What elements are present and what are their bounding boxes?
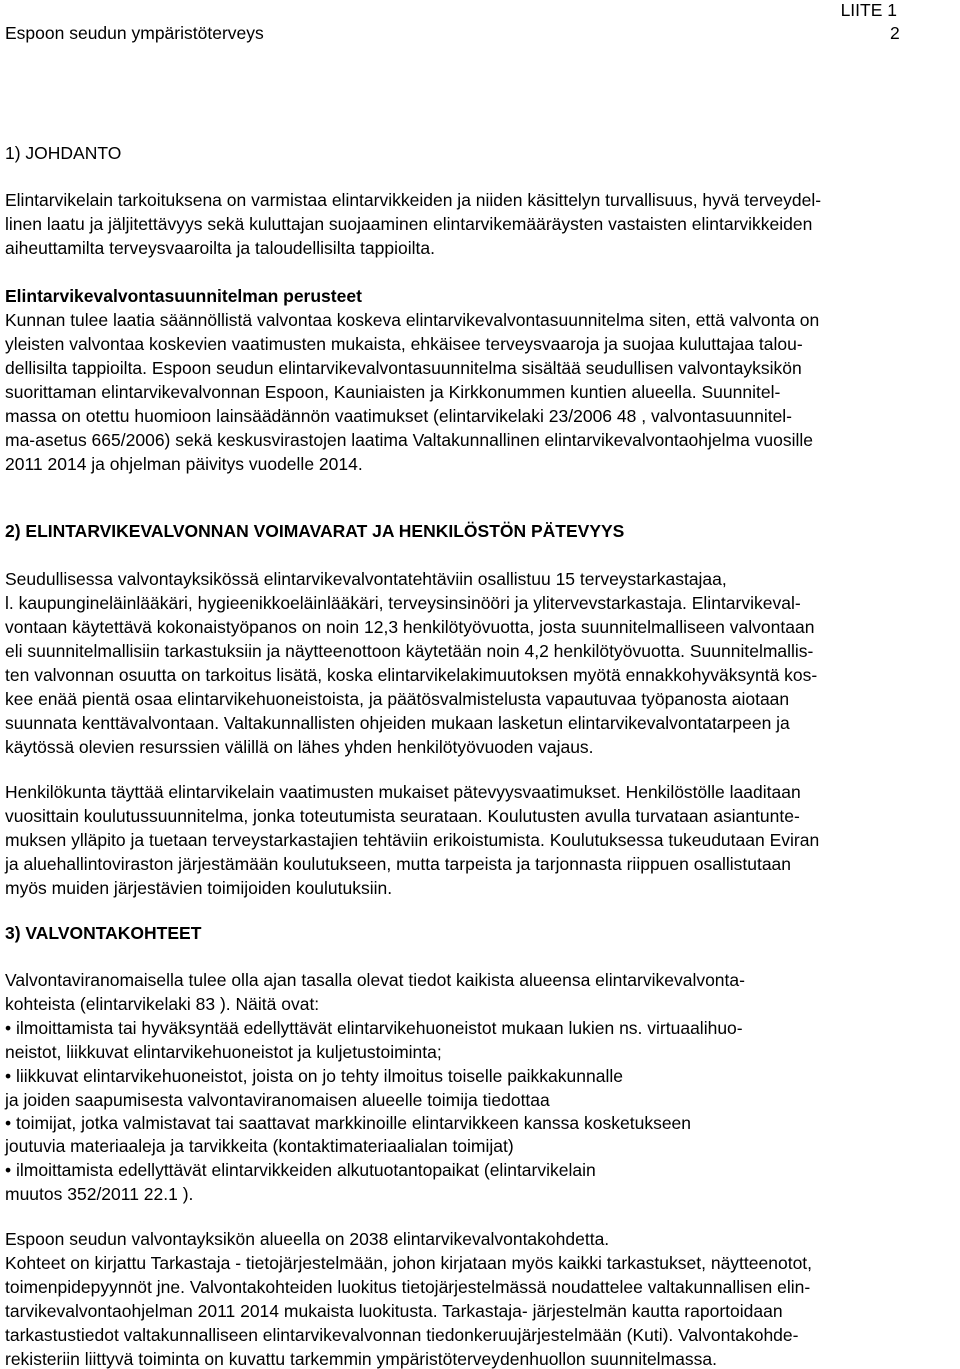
paragraph-line: suorittaman elintarvikevalvonnan Espoon, Kauniaisten ja Kirkkonummen kuntien alueella. Suunnitel- bbox=[5, 382, 781, 402]
paragraph-line: rekisteriin liittyvä toiminta on kuvattu tarkemmin ympäristöterveydenhuollon suunnitelmassa. bbox=[5, 1349, 717, 1369]
paragraph-line: yleisten valvontaa koskevien vaatimusten mukaista, ehkäisee terveysvaaroja ja suojaa kuluttajaa talou- bbox=[5, 334, 803, 354]
paragraph-line: suunnata kenttävalvontaan. Valtakunnallisten ohjeiden mukaan lasketun elintarvikevalvontatarpeen ja bbox=[5, 713, 790, 733]
organization-name: Espoon seudun ympäristöterveys bbox=[5, 23, 264, 43]
paragraph-line: ma-asetus 665/2006) sekä keskusvirastojen laatima Valtakunnallinen elintarvikevalvontaohjelma vuosille bbox=[5, 430, 814, 450]
paragraph-line: tarvikevalvontaohjelman 2011 2014 mukaista luokitusta. Tarkastaja- järjestelmän kautta raportoidaan bbox=[5, 1301, 783, 1321]
paragraph-line: vontaan käytettävä kokonaistyöpanos on noin 12,3 henkilötyövuotta, josta suunnitelmalliseen valvontaan bbox=[5, 617, 815, 637]
paragraph-line: eli suunnitelmallisiin tarkastuksiin ja näytteenottoon käytetään noin 4,2 henkilötyövuotta. Suunnitelmallis- bbox=[5, 641, 814, 661]
section-3-heading: 3) VALVONTAKOHTEET bbox=[5, 923, 202, 943]
paragraph-line: Kohteet on kirjattu Tarkastaja - tietojärjestelmään, johon kirjataan myös kaikki tarkastukset, näytteenotot, bbox=[5, 1253, 813, 1273]
paragraph-line: linen laatu ja jäljitettävyys sekä kuluttajan suojaaminen elintarvikemääräysten vastaisten elintarvikkeiden bbox=[5, 214, 813, 234]
section-2-heading: 2) ELINTARVIKEVALVONNAN VOIMAVARAT JA HENKILÖSTÖN PÄTEVYYS bbox=[5, 521, 625, 541]
paragraph-line: kee enää pientä osaa elintarvikehuoneistoista, ja päätösvalmistelusta vapautuvaa työpanosta aiotaan bbox=[5, 689, 790, 709]
paragraph-line: 2011 2014 ja ohjelman päivitys vuodelle 2014. bbox=[5, 454, 363, 474]
paragraph-line: muksen ylläpito ja tuetaan terveystarkastajien tehtäviin erikoistumista. Koulutuksessa tukeudutaan Eviran bbox=[5, 830, 820, 850]
paragraph-line: käytössä olevien resurssien välillä on lähes yhden henkilötyövuoden vajaus. bbox=[5, 737, 594, 757]
paragraph-line: toimenpidepyynnöt jne. Valvontakohteiden luokitus tietojärjestelmässä noudattelee valtakunnallisen elin- bbox=[5, 1277, 811, 1297]
paragraph-line: Henkilökunta täyttää elintarvikelain vaatimusten mukaiset pätevyysvaatimukset. Henkilöstölle laaditaan bbox=[5, 782, 801, 802]
page-number: 2 bbox=[890, 23, 900, 43]
paragraph-line: ten valvonnan osuutta on tarkoitus lisätä, koska elintarvikelakimuutoksen myötä ennakkohyväksyntä kos- bbox=[5, 665, 818, 685]
paragraph-line: Kunnan tulee laatia säännöllistä valvontaa koskeva elintarvikevalvontasuunnitelma siten, että valvonta on bbox=[5, 310, 820, 330]
paragraph-line: vuosittain koulutussuunnitelma, jonka toteutumista seurataan. Koulutusten avulla turvataan asiantunte- bbox=[5, 806, 800, 826]
paragraph-line: kohteista (elintarvikelaki 83 ). Näitä ovat: bbox=[5, 994, 320, 1014]
paragraph-line: ja aluehallintoviraston järjestämään koulutukseen, mutta tarpeista ja tarjonnasta riippuen osallistutaan bbox=[5, 854, 792, 874]
paragraph-line: Seudullisessa valvontayksikössä elintarvikevalvontatehtäviin osallistuu 15 terveystarkastajaa, bbox=[5, 569, 727, 589]
paragraph-line: Elintarvikelain tarkoituksena on varmistaa elintarvikkeiden ja niiden käsittelyn turvallisuus, hyvä terveydel- bbox=[5, 190, 822, 210]
paragraph-line: l. kaupungineläinlääkäri, hygieenikkoeläinlääkäri, terveysinsinööri ja ylitervevstarkastaja. Elintarvikeval- bbox=[5, 593, 801, 613]
paragraph-line: Valvontaviranomaisella tulee olla ajan tasalla olevat tiedot kaikista alueensa elintarvikevalvonta- bbox=[5, 970, 745, 990]
paragraph-line: myös muiden järjestävien toimijoiden koulutuksiin. bbox=[5, 878, 393, 898]
list-item-continuation: neistot, liikkuvat elintarvikehuoneistot ja kuljetustoiminta; bbox=[5, 1042, 442, 1062]
list-item: • liikkuvat elintarvikehuoneistot, joista on jo tehty ilmoitus toiselle paikkakunnalle bbox=[5, 1066, 623, 1086]
annex-label: LIITE 1 bbox=[840, 0, 897, 20]
list-item-continuation: joutuvia materiaaleja ja tarvikkeita (kontaktimateriaalialan toimijat) bbox=[5, 1136, 514, 1156]
paragraph-line: tarkastustiedot valtakunnalliseen elintarvikevalvonnan tiedonkeruujärjestelmään (Kuti). Valvontakohde- bbox=[5, 1325, 799, 1345]
section-1-heading: 1) JOHDANTO bbox=[5, 143, 122, 163]
subsection-heading: Elintarvikevalvontasuunnitelman perusteet bbox=[5, 286, 362, 306]
paragraph-line: aiheuttamilta terveysvaaroilta ja taloudellisilta tappioilta. bbox=[5, 238, 435, 258]
paragraph-line: Espoon seudun valvontayksikön alueella on 2038 elintarvikevalvontakohdetta. bbox=[5, 1229, 610, 1249]
paragraph-line: massa on otettu huomioon lainsäädännön vaatimukset (elintarvikelaki 23/2006 48 , valvontasuunnitel- bbox=[5, 406, 793, 426]
paragraph-line: dellisilta tappioilta. Espoon seudun elintarvikevalvontasuunnitelma sisältää seudullisen valvontayksikön bbox=[5, 358, 802, 378]
list-item: • ilmoittamista edellyttävät elintarvikkeiden alkutuotantopaikat (elintarvikelain bbox=[5, 1160, 596, 1180]
list-item: • ilmoittamista tai hyväksyntää edellyttävät elintarvikehuoneistot mukaan lukien ns. virtuaalihuo- bbox=[5, 1018, 743, 1038]
document-page bbox=[5, 0, 955, 1368]
list-item-continuation: muutos 352/2011 22.1 ). bbox=[5, 1184, 194, 1204]
list-item: • toimijat, jotka valmistavat tai saattavat markkinoille elintarvikkeen kanssa kosketukseen bbox=[5, 1113, 692, 1133]
list-item-continuation: ja joiden saapumisesta valvontaviranomaisen alueelle toimija tiedottaa bbox=[5, 1090, 550, 1110]
